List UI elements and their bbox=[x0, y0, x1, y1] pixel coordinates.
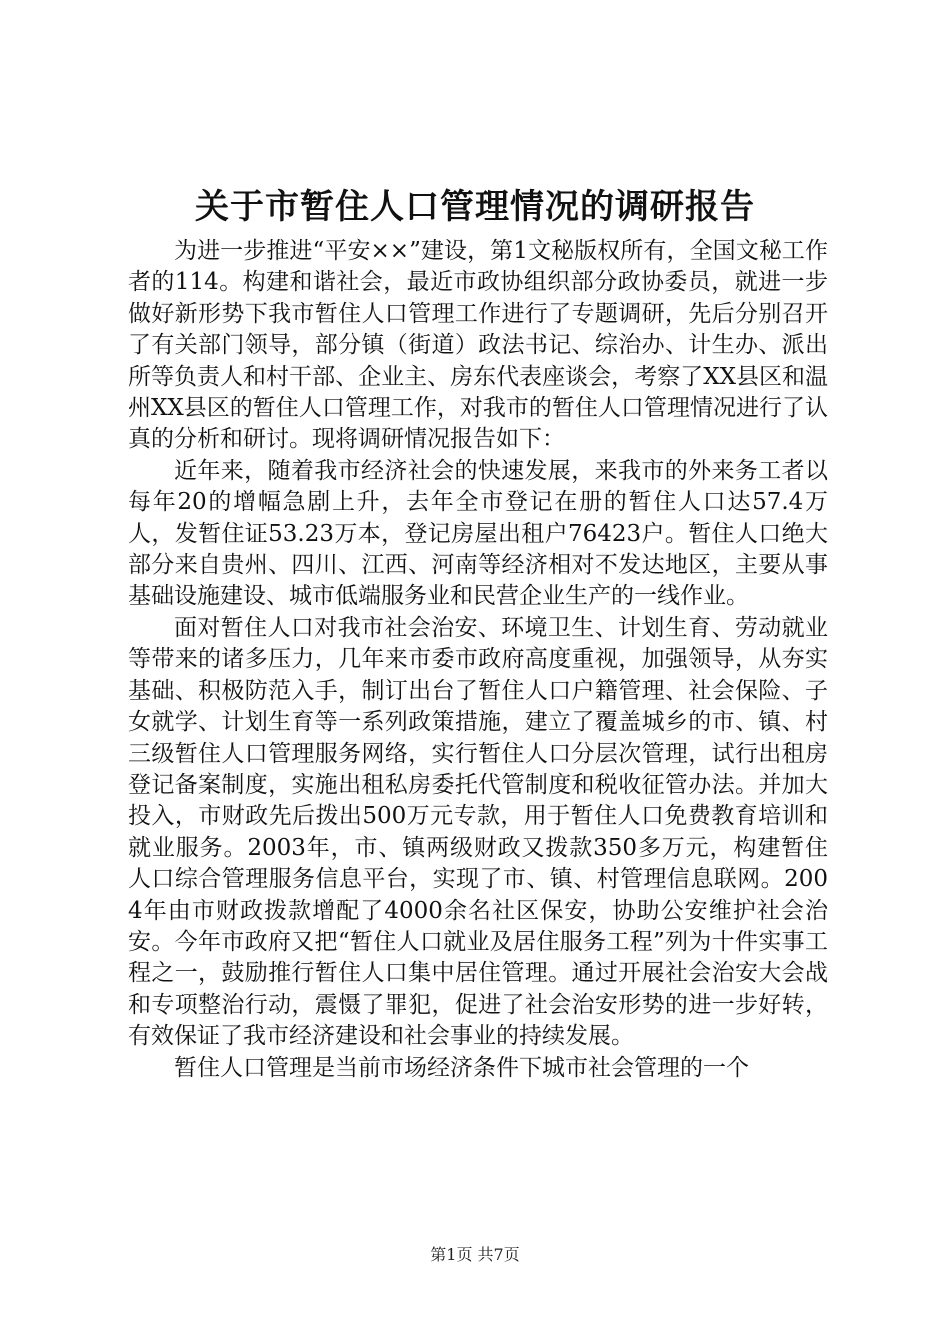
paragraph-background: 近年来，随着我市经济社会的快速发展，来我市的外来务工者以每年20的增幅急剧上升，去年全市登记在册的暂住人口达57.4万人，发暂住证53.23万本，登记房屋出租户76423户。暂住人口绝大部分来自贵州、四川、江西、河南等经济相对不发达地区，主要从事基础设施建设、城市低端服务业和民营企业生产的一线作业。 bbox=[128, 457, 828, 610]
page-number-footer: 第1页 共7页 bbox=[430, 1245, 520, 1264]
paragraph-intro: 为进一步推进“平安××”建设，第1文秘版权所有，全国文秘工作者的114。构建和谐社会，最近市政协组织部分政协委员，就进一步做好新形势下我市暂住人口管理工作进行了专题调研，先后分别召开了有关部门领导，部分镇（街道）政法书记、综治办、计生办、派出所等负责人和村干部、企业主、房东代表座谈会，考察了XX县区和温州XX县区的暂住人口管理工作，对我市的暂住人口管理情况进行了认真的分析和研讨。现将调研情况报告如下： bbox=[128, 238, 828, 453]
paragraph-measures: 面对暂住人口对我市社会治安、环境卫生、计划生育、劳动就业等带来的诸多压力，几年来市委市政府高度重视，加强领导，从夯实基础、积极防范入手，制订出台了暂住人口户籍管理、社会保险、子女就学、计划生育等一系列政策措施，建立了覆盖城乡的市、镇、村三级暂住人口管理服务网络，实行暂住人口分层次管理，试行出租房登记备案制度，实施出租私房委托代管制度和税收征管办法。并加大投入，市财政先后拨出500万元专款，用于暂住人口免费教育培训和就业服务。2003年，市、镇两级财政又拨款350多万元，构建暂住人口综合管理服务信息平台，实现了市、镇、村管理信息联网。2004年由市财政拨款增配了4000余名社区保安，协助公安维护社会治安。今年市政府又把“暂住人口就业及居住服务工程”列为十件实事工程之一，鼓励推行暂住人口集中居住管理。通过开展社会治安大会战和专项整治行动，震慑了罪犯，促进了社会治安形势的进一步好转，有效保证了我市经济建设和社会事业的持续发展。 bbox=[128, 614, 828, 1050]
document-title: 关于市暂住人口管理情况的调研报告 bbox=[195, 187, 755, 227]
document-body bbox=[128, 236, 828, 1084]
paragraph-significance: 暂住人口管理是当前市场经济条件下城市社会管理的一个 bbox=[174, 1054, 749, 1081]
